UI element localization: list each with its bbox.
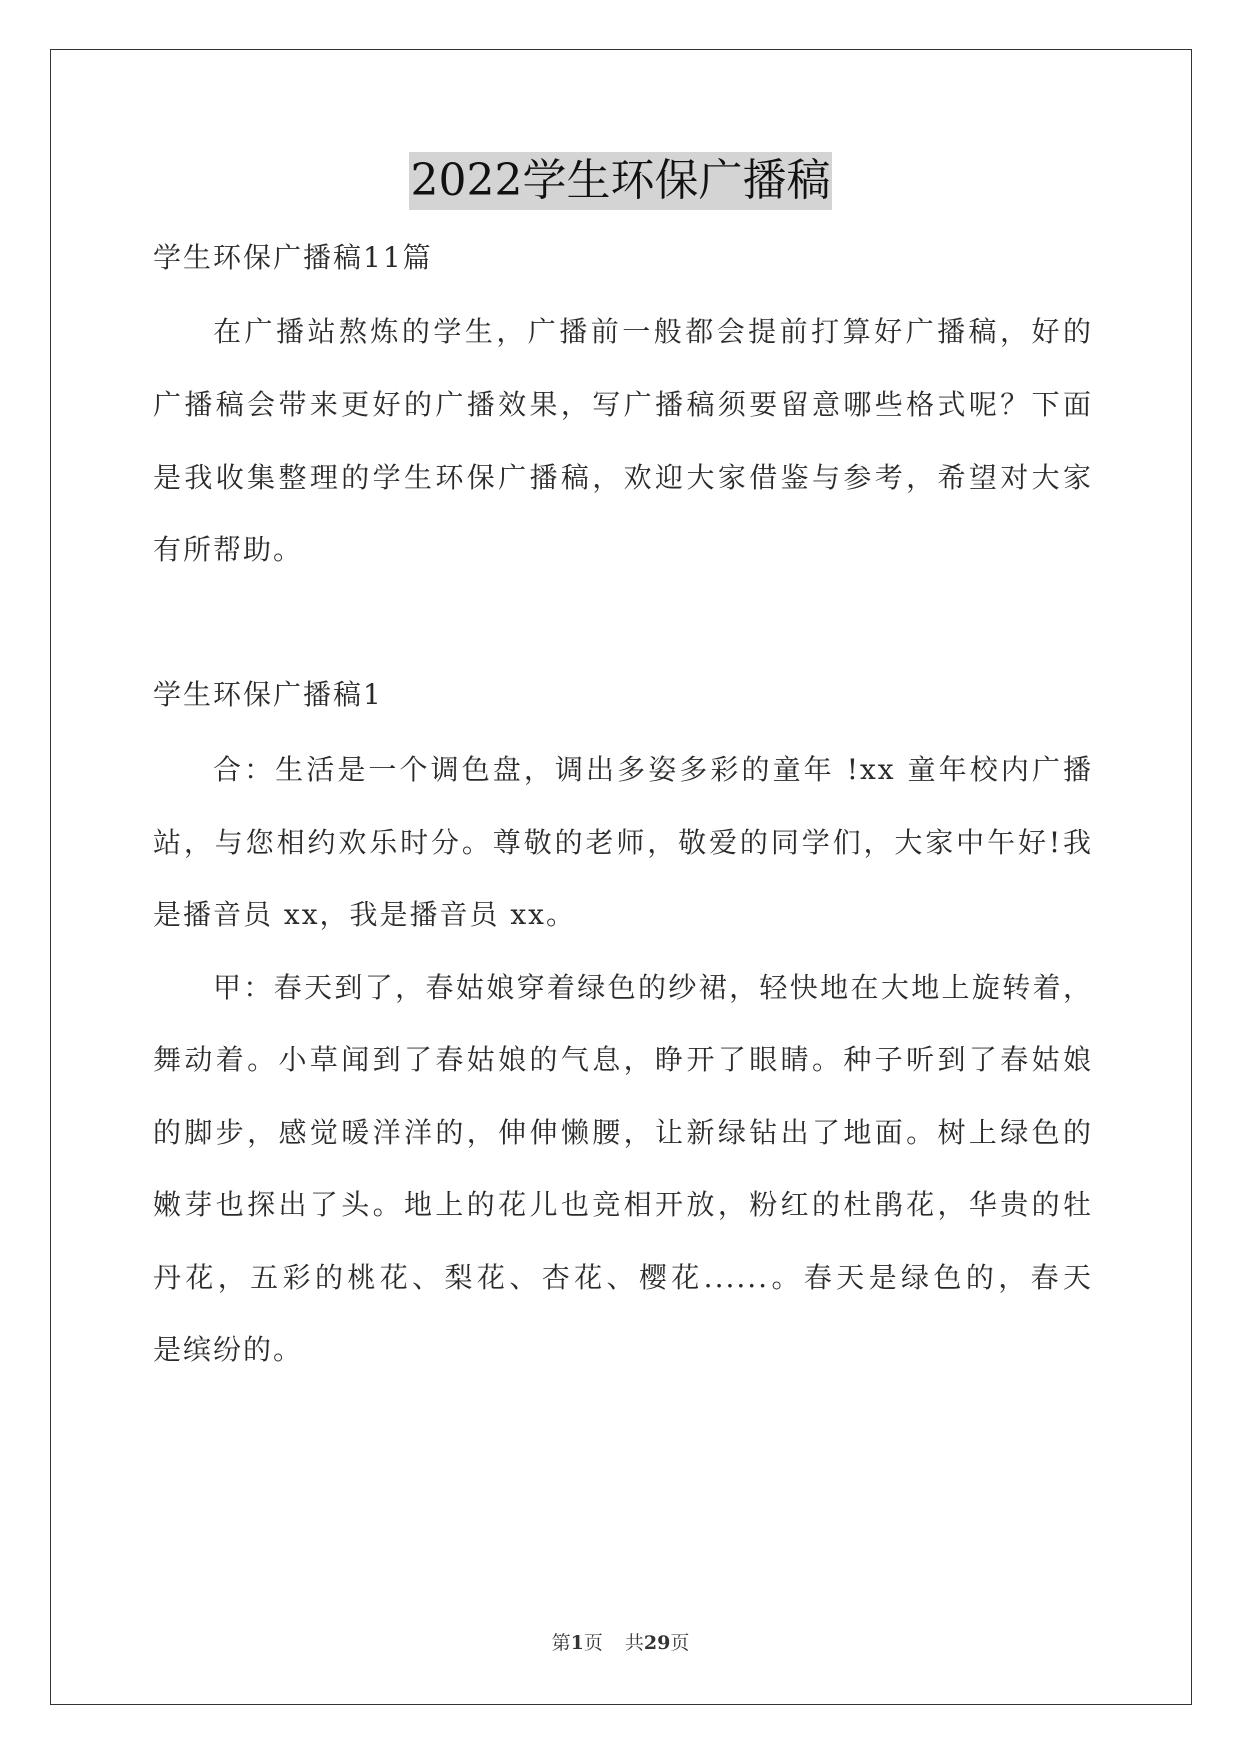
para1-line-3: 是播音员 xx，我是播音员 xx。: [153, 898, 576, 931]
intro-line-2: 广播稿会带来更好的广播效果，写广播稿须要留意哪些格式呢？下面: [153, 388, 1093, 421]
section-heading: 学生环保广播稿1: [153, 678, 383, 711]
intro-line-3: 是我收集整理的学生环保广播稿，欢迎大家借鉴与参考，希望对大家: [153, 461, 1093, 494]
document-title: 2022学生环保广播稿: [409, 152, 833, 210]
footer-page-suffix: 页: [583, 1632, 603, 1654]
para1-line-1: 合：生活是一个调色盘，调出多姿多彩的童年 !xx 童年校内广播: [213, 753, 1093, 786]
para1-line-2: 站，与您相约欢乐时分。尊敬的老师，敬爱的同学们，大家中午好!我: [153, 826, 1093, 859]
para2-line-6: 是缤纷的。: [153, 1333, 304, 1366]
intro-line-1: 在广播站熬炼的学生，广播前一般都会提前打算好广播稿，好的: [213, 315, 1093, 348]
page-footer: [0, 1630, 1241, 1656]
subtitle: 学生环保广播稿11篇: [153, 241, 433, 274]
footer-page-prefix: 第: [551, 1632, 571, 1654]
footer-page-current: 1: [570, 1632, 584, 1654]
footer-page-total: 29: [643, 1632, 671, 1654]
para2-line-5: 丹花，五彩的桃花、梨花、杏花、樱花......。春天是绿色的，春天: [153, 1261, 1093, 1294]
footer-total-suffix: 页: [670, 1632, 690, 1654]
para2-line-4: 嫩芽也探出了头。地上的花儿也竞相开放，粉红的杜鹃花，华贵的牡: [153, 1188, 1093, 1221]
para2-line-3: 的脚步，感觉暖洋洋的，伸伸懒腰，让新绿钻出了地面。树上绿色的: [153, 1116, 1093, 1149]
page-border: [50, 49, 1192, 1705]
para2-line-1: 甲：春天到了，春姑娘穿着绿色的纱裙，轻快地在大地上旋转着，: [213, 971, 1093, 1004]
footer-total-prefix: 共: [624, 1632, 644, 1654]
title-block: [0, 152, 1241, 210]
para2-line-2: 舞动着。小草闻到了春姑娘的气息，睁开了眼睛。种子听到了春姑娘: [153, 1043, 1093, 1076]
intro-line-4: 有所帮助。: [153, 533, 304, 566]
